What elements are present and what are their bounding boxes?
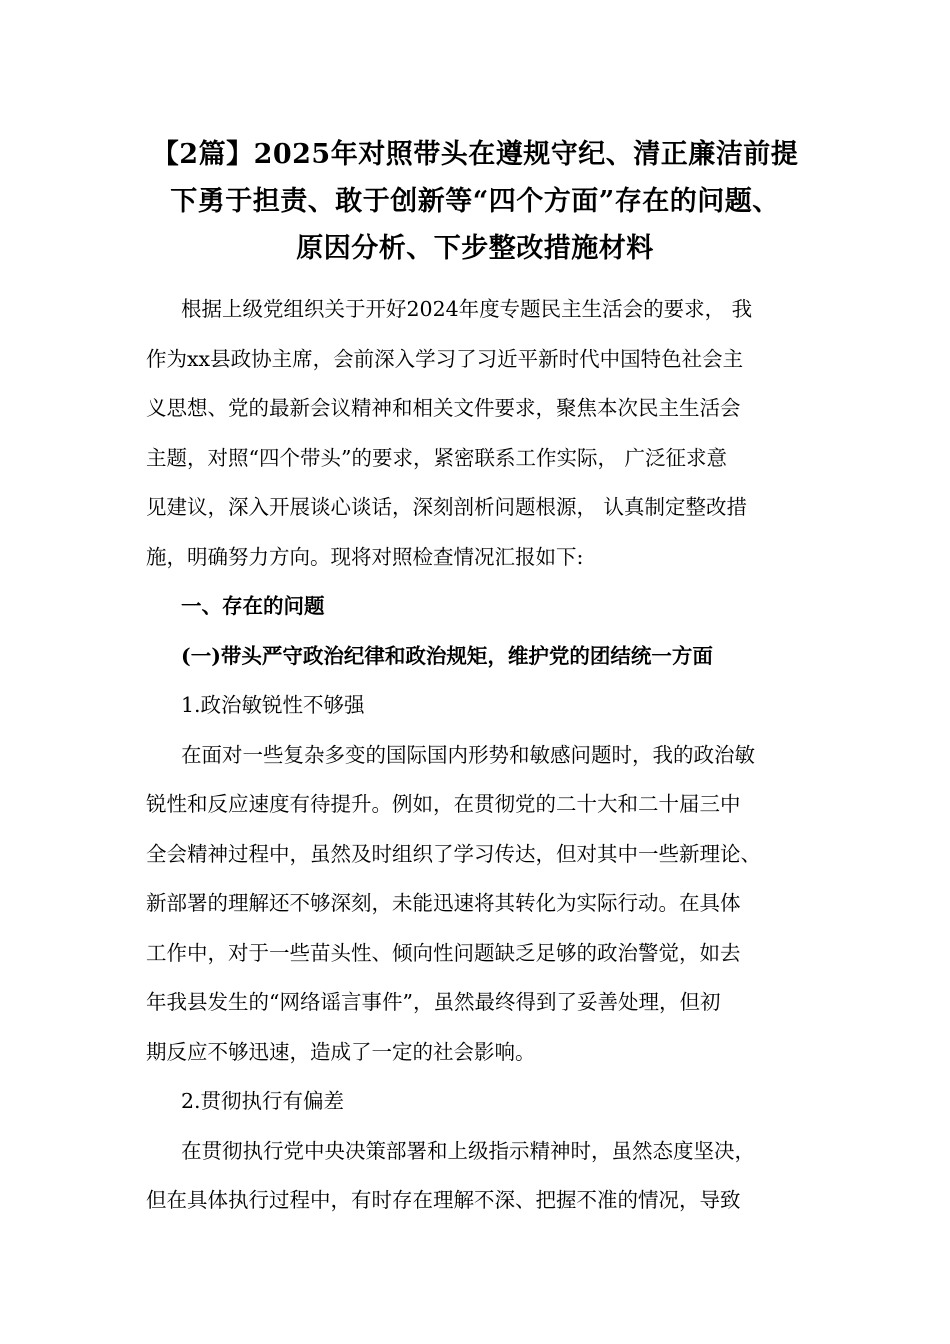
item2-paragraph [146,1127,806,1226]
intro-line-6: 施，明确努力方向。现将对照检查情况汇报如下: [146,544,584,569]
title-line-3: 原因分析、下步整改措施材料 [296,233,654,264]
title-line-2: 下勇于担责、敢于创新等“四个方面”存在的问题、 [170,186,780,217]
item-title-political-sensitivity: 1.政治敏锐性不够强 [181,693,365,717]
item1-line-7: 期反应不够迅速，造成了一定的社会影响。 [146,1039,536,1064]
subsection-heading-political-discipline: (一)带头严守政治纪律和政治规矩，维护党的团结统一方面 [181,643,713,668]
document-title [130,131,820,272]
section-heading-problems: 一、存在的问题 [181,594,325,618]
intro-line-3: 义思想、党的最新会议精神和相关文件要求，聚焦本次民主生活会 [146,396,741,420]
item2-line-1: 在贯彻执行党中央决策部署和上级指示精神时，虽然态度坚决， [181,1138,755,1163]
item1-line-3: 全会精神过程中，虽然及时组织了学习传达，但对其中一些新理论、 [146,841,761,866]
item1-line-5: 工作中，对于一些苗头性、倾向性问题缺乏足够的政治警觉，如去 [146,940,741,965]
document-body [146,285,806,1226]
item1-line-6: 年我县发生的“网络谣言事件”，虽然最终得到了妥善处理，但初 [146,990,721,1014]
item2-line-2: 但在具体执行过程中，有时存在理解不深、把握不准的情况，导致 [146,1188,741,1212]
item1-line-2: 锐性和反应速度有待提升。例如，在贯彻党的二十大和二十届三中 [146,792,741,816]
intro-line-2: 作为xx县政协主席，会前深入学习了习近平新时代中国特色社会主 [146,346,744,371]
item1-line-1: 在面对一些复杂多变的国际国内形势和敏感问题时，我的政治敏 [181,742,755,767]
intro-line-4: 主题，对照“四个带头”的要求，紧密联系工作实际， 广泛征求意 [146,445,727,470]
item1-line-4: 新部署的理解还不够深刻，未能迅速将其转化为实际行动。在具体 [146,891,741,915]
intro-line-5: 见建议，深入开展谈心谈话，深刻剖析问题根源， 认真制定整改措 [146,495,748,519]
title-line-1: 【2篇】2025年对照带头在遵规守纪、清正廉洁前提 [151,139,799,170]
item1-paragraph [146,731,806,1078]
intro-paragraph [146,285,806,582]
intro-line-1: 根据上级党组织关于开好2024年度专题民主生活会的要求， 我 [181,297,753,321]
item-title-implementation-deviation: 2.贯彻执行有偏差 [181,1089,345,1113]
